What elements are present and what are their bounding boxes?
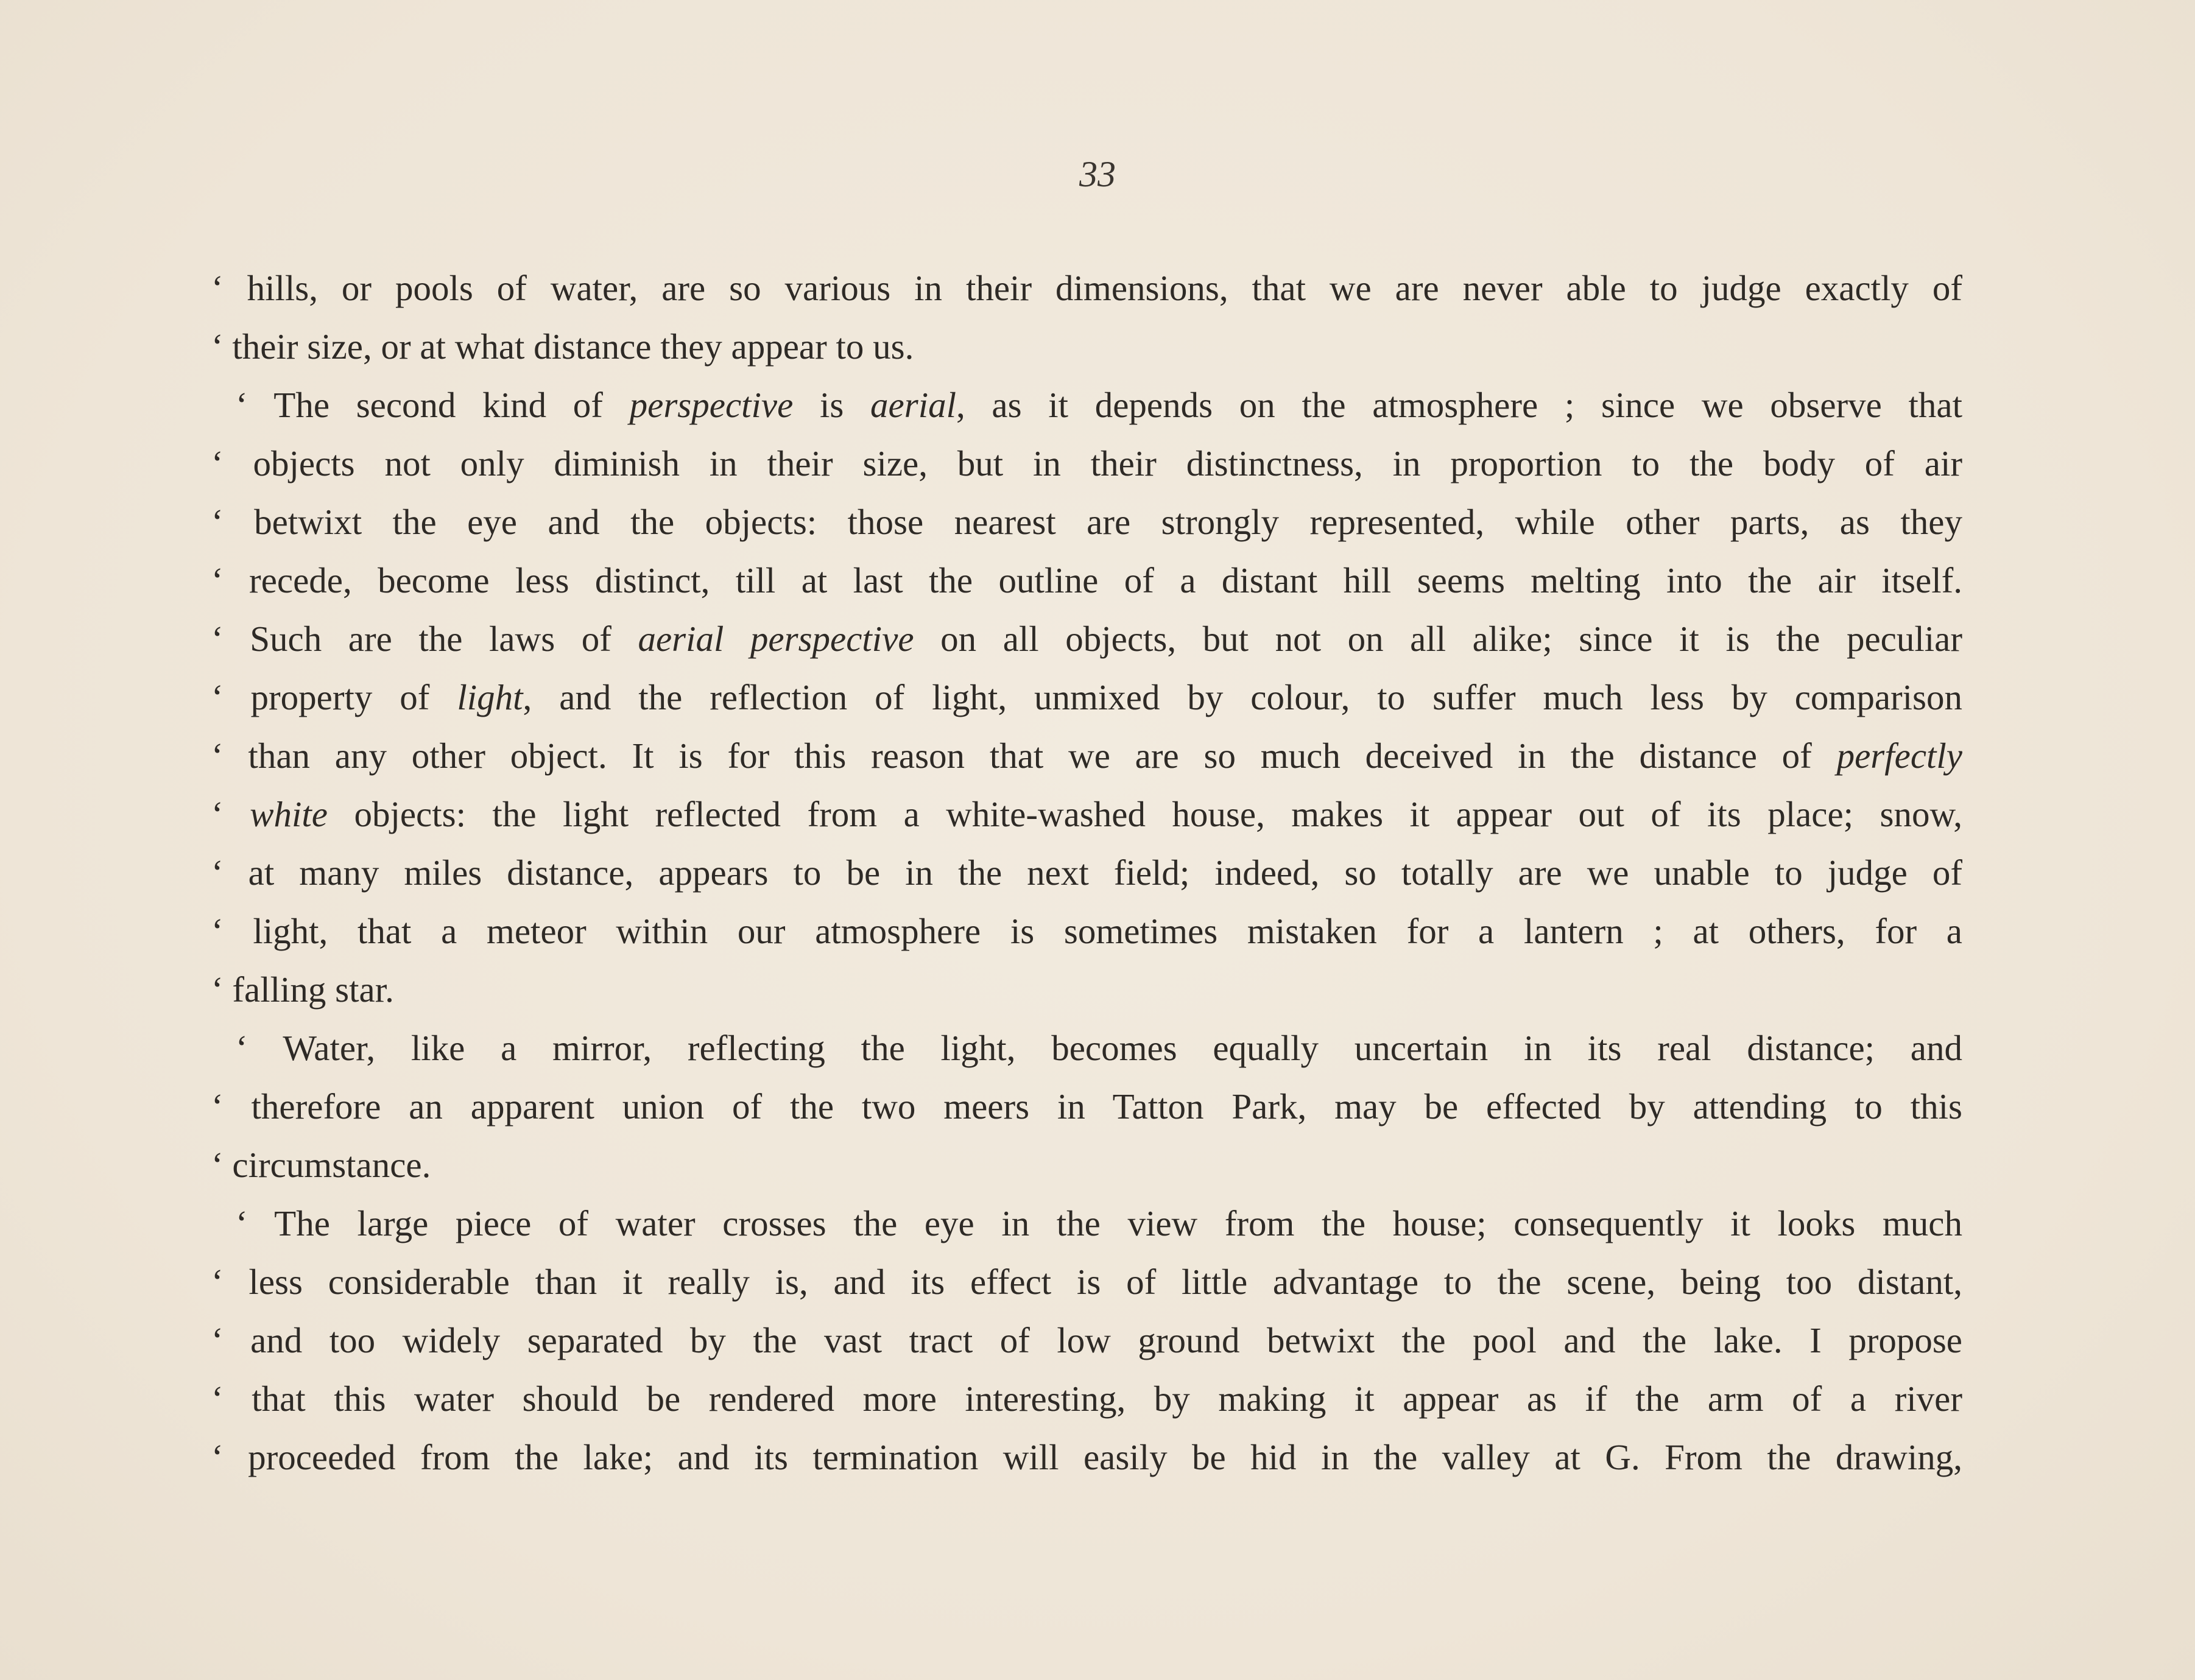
text-line-content: ‘ Water, like a mirror, reflecting the light, becomes equally uncertain in its real distance; and <box>236 1028 1962 1068</box>
text-line <box>199 259 1962 317</box>
text-line <box>199 1194 1962 1253</box>
text-line <box>199 610 1962 668</box>
text-line-content: ‘ The second kind of perspective is aerial, as it depends on the atmosphere ; since we observe that <box>236 385 1962 425</box>
text-line <box>199 551 1962 610</box>
text-line <box>199 843 1962 902</box>
text-line <box>199 668 1962 726</box>
text-line <box>199 493 1962 551</box>
text-line <box>199 902 1962 960</box>
text-line-content: ‘ hills, or pools of water, are so various in their dimensions, that we are never able to judge exactly of <box>211 268 1962 308</box>
text-line-content: ‘ at many miles distance, appears to be in the next field; indeed, so totally are we unable to judge of <box>211 852 1962 893</box>
text-line-content: ‘ betwixt the eye and the objects: those nearest are strongly represented, while other parts, as they <box>211 502 1962 542</box>
text-line-content: ‘ than any other object. It is for this reason that we are so much deceived in the distance of perfectly <box>211 736 1962 776</box>
text-line-content: ‘ and too widely separated by the vast tract of low ground betwixt the pool and the lake. I propose <box>211 1320 1962 1360</box>
text-line-content: ‘ proceeded from the lake; and its termination will easily be hid in the valley at G. From the drawing, <box>211 1437 1962 1477</box>
text-line <box>199 434 1962 493</box>
text-line-content: ‘ circumstance. <box>211 1145 431 1185</box>
text-line <box>199 785 1962 843</box>
text-line-content: ‘ light, that a meteor within our atmosphere is sometimes mistaken for a lantern ; at others, for a <box>211 911 1962 951</box>
body-text <box>199 259 1962 1486</box>
text-line <box>199 1136 1962 1194</box>
text-line <box>199 317 1962 376</box>
text-line-content: ‘ white objects: the light reflected from a white-washed house, makes it appear out of its place; snow, <box>211 794 1962 834</box>
text-line <box>199 1428 1962 1486</box>
text-line <box>199 1019 1962 1077</box>
text-line-content: ‘ objects not only diminish in their size, but in their distinctness, in proportion to the body of air <box>211 443 1962 483</box>
text-line-content: ‘ recede, become less distinct, till at last the outline of a distant hill seems melting into the air itself. <box>211 560 1962 600</box>
text-line <box>199 376 1962 434</box>
text-line <box>199 1253 1962 1311</box>
text-line-content: ‘ therefore an apparent union of the two meers in Tatton Park, may be effected by attending to this <box>211 1086 1962 1126</box>
text-line-content: ‘ The large piece of water crosses the eye in the view from the house; consequently it looks much <box>236 1203 1962 1243</box>
text-line-content: ‘ property of light, and the reflection of light, unmixed by colour, to suffer much less by comparison <box>211 677 1962 717</box>
text-line-content: ‘ that this water should be rendered more interesting, by making it appear as if the arm of a river <box>211 1379 1962 1419</box>
text-line-content: ‘ Such are the laws of aerial perspective on all objects, but not on all alike; since it is the peculiar <box>211 619 1962 659</box>
text-line <box>199 726 1962 785</box>
page-number: 33 <box>1079 154 1116 194</box>
text-line-content: ‘ less considerable than it really is, and its effect is of little advantage to the scene, being too distant, <box>211 1262 1962 1302</box>
text-line-content: ‘ falling star. <box>211 969 394 1010</box>
text-line <box>199 1311 1962 1369</box>
text-line <box>199 960 1962 1019</box>
text-line <box>199 1369 1962 1428</box>
text-line <box>199 1077 1962 1136</box>
text-line-content: ‘ their size, or at what distance they appear to us. <box>211 326 914 367</box>
